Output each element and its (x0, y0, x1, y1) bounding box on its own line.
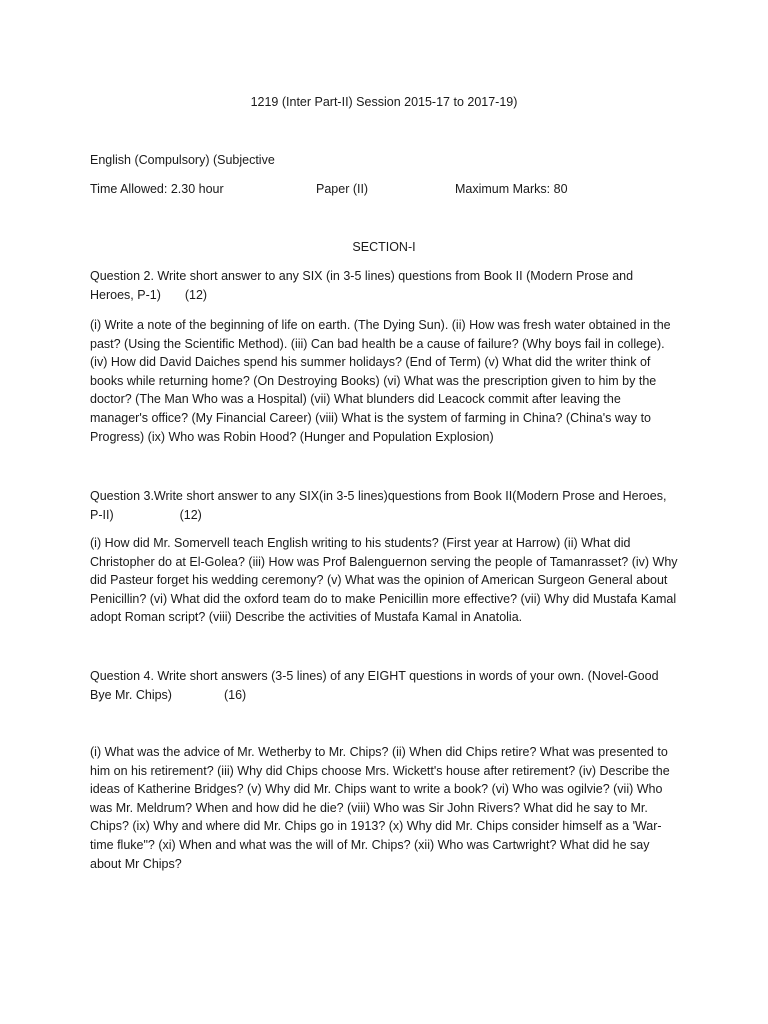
subject-line: English (Compulsory) (Subjective (90, 153, 275, 167)
question-2-text: Question 2. Write short answer to any SIX (in 3-5 lines) questions from Book II (Modern Prose and Heroes, P-1) (90, 269, 634, 302)
question-4-text: Question 4. Write short answers (3-5 lines) of any EIGHT questions in words of your own. (Novel-Good Bye Mr. Chips) (90, 669, 659, 702)
section-title: SECTION-I (352, 240, 416, 254)
time-allowed: Time Allowed: 2.30 hour (90, 182, 224, 196)
question-3-marks: (12) (179, 507, 202, 522)
question-3-body: (i) How did Mr. Somervell teach English writing to his students? (First year at Harrow) (ii) What did Christopher do at El-Golea? (iii) How was Prof Balenguernon serving the people of Tamanrasset? (iv) Why did Pasteur forget his wedding ceremony? (v) What was the opinion of American Surgeon General about Penicillin? (vi) What did the oxford team do to make Penicillin more effective? (vii) Why did Mustafa Kamal adopt Roman script? (viii) Describe the activities of Mustafa Kamal in Anatolia. (90, 536, 678, 625)
maximum-marks: Maximum Marks: 80 (455, 182, 568, 196)
question-3-heading (90, 487, 680, 524)
question-2-heading (90, 267, 680, 304)
paper-title: 1219 (Inter Part-II) Session 2015-17 to 2017-19) (250, 95, 518, 109)
question-3-text: Question 3.Write short answer to any SIX(in 3-5 lines)questions from Book II(Modern Prose and Heroes, P-II) (90, 489, 667, 522)
paper-number: Paper (II) (316, 182, 369, 196)
question-4-marks: (16) (223, 687, 247, 702)
question-4-body: (i) What was the advice of Mr. Wetherby to Mr. Chips? (ii) When did Chips retire? What was presented to him on his retirement? (iii) Why did Chips choose Mrs. Wickett's house after retirement? (iv) Describe the ideas of Katherine Bridges? (v) Why did Mr. Chips want to write a book? (vi) Who was ogilvie? (vii) Who was Mr. Meldrum? When and how did he die? (viii) Who was Sir John Rivers? What did he say to Mr. Chips? (ix) Why and where did Mr. Chips go in 1913? (x) Why did Mr. Chips consider himself as a 'War-time fluke"? (xi) When and what was the will of Mr. Chips? (xii) Who was Cartwright? What did he say about Mr Chips? (90, 745, 670, 871)
question-2-body: (i) Write a note of the beginning of life on earth. (The Dying Sun). (ii) How was fresh water obtained in the past? (Using the Scientific Method). (iii) Can bad health be a cause of failure? (Why boys fail in college). (iv) How did David Daiches spend his summer holidays? (End of Term) (v) What did the writer think of books while returning home? (On Destroying Books) (vi) What was the prescription given to him by the doctor? (The Man Who was a Hospital) (vii) What blunders did Leacock commit after leaving the manager's office? (My Financial Career) (viii) What is the system of farming in China? (China's way to Progress) (ix) Who was Robin Hood? (Hunger and Population Explosion) (90, 318, 671, 444)
question-2-marks: (12) (184, 287, 208, 302)
question-4-heading (90, 667, 680, 704)
